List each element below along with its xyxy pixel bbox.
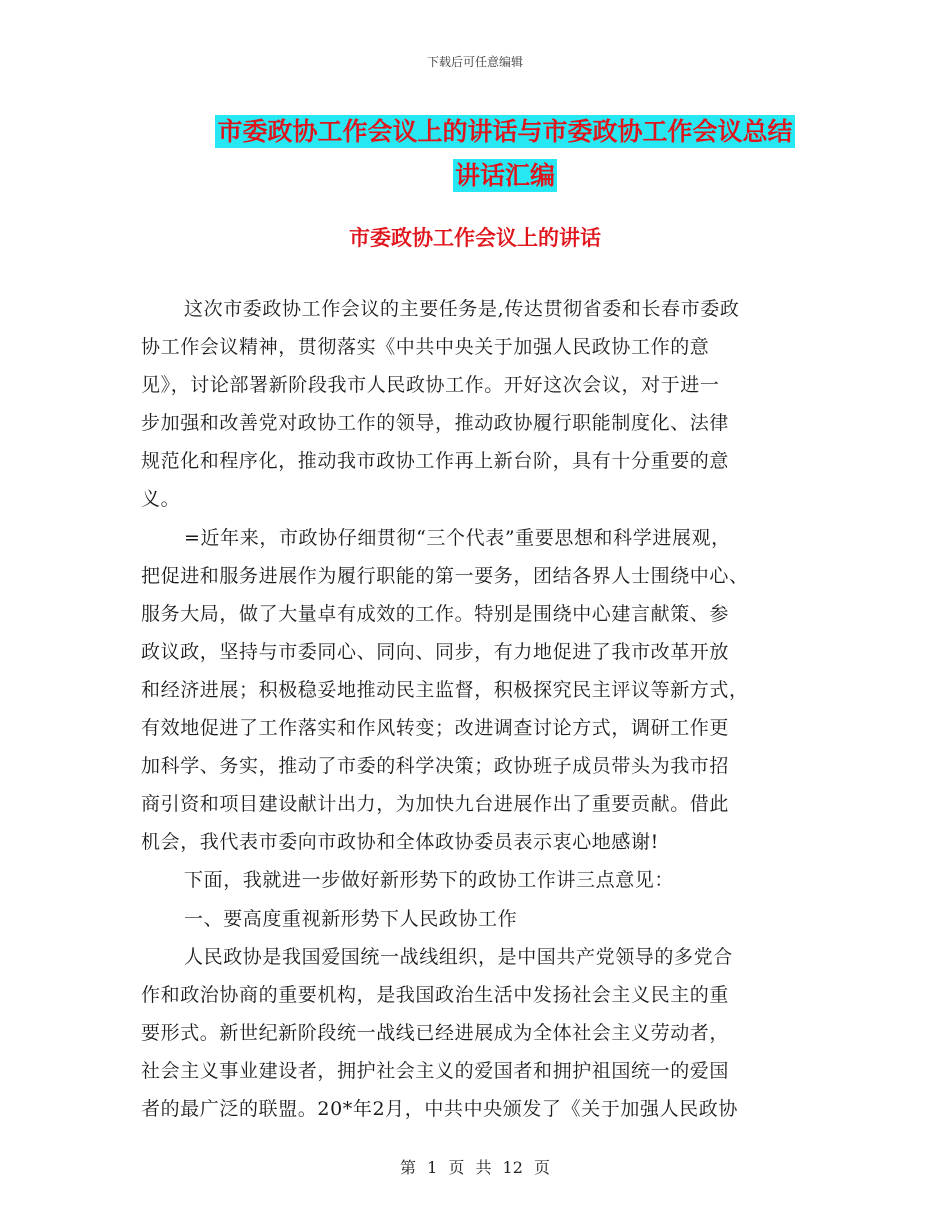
- body-line: 下面，我就进一步做好新形势下的政协工作讲三点意见：: [184, 869, 675, 892]
- body-line: 步加强和改善党对政协工作的领导，推动政协履行职能制度化、法律: [141, 412, 730, 435]
- body-line: 政议政，坚持与市委同心、同向、同步，有力地促进了我市改革开放: [141, 640, 730, 663]
- document-title-line-1: 市委政协工作会议上的讲话与市委政协工作会议总结: [217, 117, 793, 146]
- document-title-line-2: 讲话汇编: [454, 161, 555, 190]
- body-line: 者的最广泛的联盟。20*年2月，中共中央颁发了《关于加强人民政协: [141, 1097, 738, 1120]
- body-line: 义。: [141, 488, 181, 511]
- body-line: 协工作会议精神，贯彻落实《中共中央关于加强人民政协工作的意: [141, 336, 710, 359]
- body-line: 规范化和程序化，推动我市政协工作再上新台阶，具有十分重要的意: [141, 450, 730, 473]
- body-line: 见》，讨论部署新阶段我市人民政协工作。开好这次会议，对于进一: [141, 374, 720, 397]
- page-footer: 第 1 页 共 12 页: [400, 1158, 550, 1177]
- body-line: 要形式。新世纪新阶段统一战线已经进展成为全体社会主义劳动者，: [141, 1021, 730, 1044]
- document-title: [140, 110, 870, 198]
- body-line: 服务大局，做了大量卓有成效的工作。特别是围绕中心建言献策、参: [141, 602, 730, 625]
- body-line: 一、要高度重视新形势下人民政协工作: [184, 907, 518, 930]
- body-line: 作和政治协商的重要机构，是我国政治生活中发扬社会主义民主的重: [141, 983, 730, 1006]
- header-note: 下载后可任意编辑: [426, 55, 523, 69]
- body-line: =近年来，市政协仔细贯彻“三个代表”重要思想和科学进展观，: [184, 526, 731, 549]
- body-line: 商引资和项目建设献计出力，为加快九台进展作出了重要贡献。借此: [141, 793, 730, 816]
- document-body: [141, 290, 811, 1128]
- body-line: 加科学、务实，推动了市委的科学决策；政协班子成员带头为我市招: [141, 755, 730, 778]
- body-line: 机会，我代表市委向市政协和全体政协委员表示衷心地感谢!: [141, 831, 659, 854]
- body-line: 人民政协是我国爱国统一战线组织，是中国共产党领导的多党合: [184, 945, 733, 968]
- section-title: 市委政协工作会议上的讲话: [349, 226, 601, 250]
- body-line: 和经济进展；积极稳妥地推动民主监督，积极探究民主评议等新方式，: [141, 678, 749, 701]
- body-line: 把促进和服务进展作为履行职能的第一要务，团结各界人士围绕中心、: [141, 564, 749, 587]
- body-line: 社会主义事业建设者，拥护社会主义的爱国者和拥护祖国统一的爱国: [141, 1059, 730, 1082]
- body-line: 这次市委政协工作会议的主要任务是,传达贯彻省委和长春市委政: [184, 298, 740, 320]
- body-line: 有效地促进了工作落实和作风转变；改进调查讨论方式，调研工作更: [141, 717, 730, 740]
